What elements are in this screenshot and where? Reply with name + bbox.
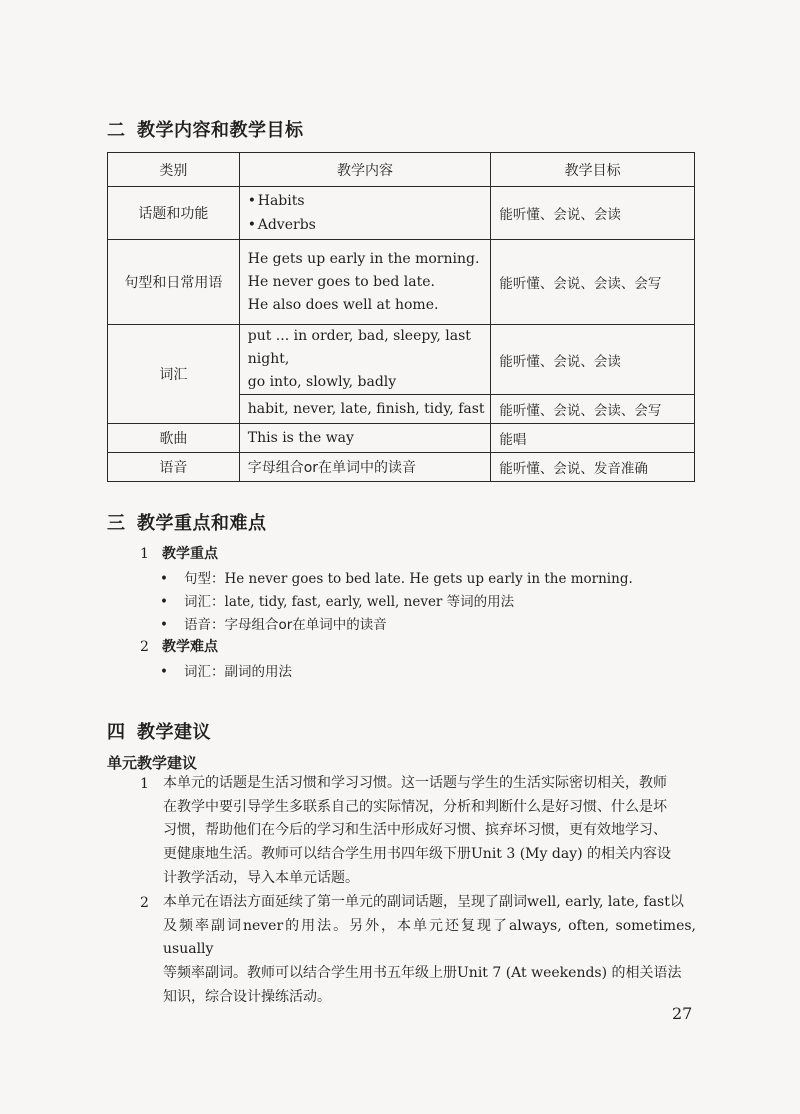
key-points-heading: 1 教学重点 [140, 546, 218, 562]
table-header: 教学目标 [491, 153, 695, 187]
table-cell-content: habit, never, late, finish, tidy, fast [239, 395, 491, 424]
table-row [108, 325, 695, 395]
table-cell-goal: 能听懂、会说、会读、会写 [491, 395, 695, 424]
paragraph-number: 1 [140, 776, 149, 792]
table-cell-content: put ... in order, bad, sleepy, last night, go into, slowly, badly [239, 325, 491, 395]
table-row [108, 424, 695, 453]
list-item: • Adverbs [247, 217, 316, 233]
table-cell-category: 歌曲 [108, 424, 240, 453]
list-item: • Habits [247, 193, 305, 209]
suggestion-paragraph: 本单元的话题是生活习惯和学习习惯。这一话题与学生的生活实际密切相关，教师 在教学中要引导学生多联系自己的实际情况，分析和判断什么是好习惯、什么是坏 习惯，帮助他们在今后的学习和生活中形成好习惯、摈弃坏习惯，更有效地学习、 更健康地生活。教师可以结合学生用书四年级下册Unit 3 (My day) 的相关内容设 计教学活动，导入本单元话题。 [163, 775, 672, 886]
table-header-row [108, 153, 695, 187]
table-cell-goal: 能听懂、会说、会读 [491, 187, 695, 240]
table-cell-goal: 能听懂、会说、会读 [491, 325, 695, 395]
list-item: • 词汇：late, tidy, fast, early, well, never 等词的用法 [160, 594, 515, 610]
table-row [108, 240, 695, 325]
table-header: 类别 [108, 153, 240, 187]
section-heading-suggestions: 四 教学建议 [107, 722, 211, 743]
list-item: • 句型：He never goes to bed late. He gets up early in the morning. [160, 571, 633, 587]
list-item: • 语音：字母组合or在单词中的读音 [160, 617, 387, 633]
table-cell-category: 话题和功能 [108, 187, 240, 240]
table-cell-content: 字母组合or在单词中的读音 [239, 453, 491, 482]
table-cell-category: 句型和日常用语 [108, 240, 240, 325]
paragraph-number: 2 [140, 895, 149, 911]
table-cell-content [239, 187, 491, 240]
suggestions-subtitle: 单元教学建议 [107, 754, 198, 772]
page-number: 27 [672, 1004, 693, 1023]
table-cell-goal: 能唱 [491, 424, 695, 453]
table-cell-content: This is the way [239, 424, 491, 453]
table-cell-goal: 能听懂、会说、会读、会写 [491, 240, 695, 325]
table-row [108, 453, 695, 482]
content-goals-table [107, 152, 695, 482]
section-heading-key-points: 三 教学重点和难点 [107, 513, 267, 534]
table-cell-content: He gets up early in the morning. He never goes to bed late. He also does well at home. [239, 240, 491, 325]
table-header: 教学内容 [239, 153, 491, 187]
section-heading-content-goals: 二 教学内容和教学目标 [107, 120, 304, 141]
table-cell-goal: 能听懂、会说、发音准确 [491, 453, 695, 482]
table-row [108, 187, 695, 240]
table-cell-category: 语音 [108, 453, 240, 482]
suggestion-paragraph: 本单元在语法方面延续了第一单元的副词话题，呈现了副词well, early, late, fast以 及频率副词never的用法。另外，本单元还复现了always, often, sometimes, usually 等频率副词。教师可以结合学生用书五年级上册Unit 7 (At weekends) 的相关语法 知识，综合设计操练活动。 [163, 894, 696, 1005]
difficulties-heading: 2 教学难点 [140, 639, 218, 655]
table-cell-category: 词汇 [108, 325, 240, 424]
list-item: • 词汇：副词的用法 [160, 664, 292, 680]
